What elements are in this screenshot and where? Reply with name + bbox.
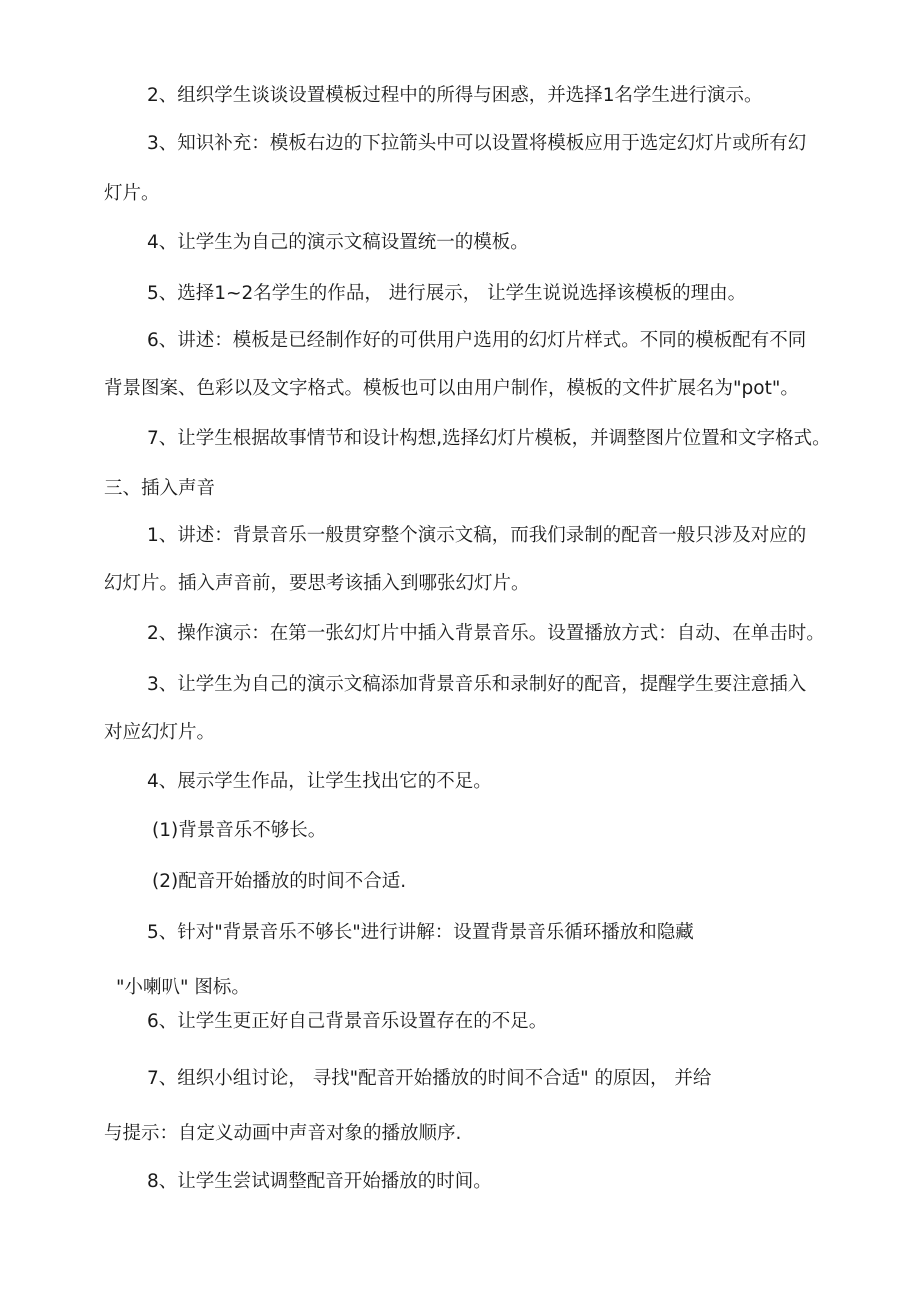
paragraph-line: 与提示：自定义动画中声音对象的播放顺序. — [104, 1123, 462, 1144]
paragraph-line: 6、让学生更正好自己背景音乐设置存在的不足。 — [147, 1011, 548, 1032]
paragraph-line: 3、让学生为自己的演示文稿添加背景音乐和录制好的配音，提醒学生要注意插入 — [147, 674, 807, 695]
paragraph-line: 背景图案、色彩以及文字格式。模板也可以由用户制作，模板的文件扩展名为"pot"。 — [104, 378, 799, 399]
list-item: (2)配音开始播放的时间不合适. — [152, 871, 407, 892]
paragraph-line: 2、组织学生谈谈设置模板过程中的所得与困惑，并选择1名学生进行演示。 — [147, 85, 763, 106]
paragraph-line: 灯片。 — [104, 183, 160, 204]
paragraph-line: 4、让学生为自己的演示文稿设置统一的模板。 — [147, 232, 529, 253]
paragraph-line: 幻灯片。插入声音前，要思考该插入到哪张幻灯片。 — [104, 573, 530, 594]
paragraph-line: 2、操作演示：在第一张幻灯片中插入背景音乐。设置播放方式：自动、在单击时。 — [147, 623, 825, 644]
paragraph-line: 8、让学生尝试调整配音开始播放的时间。 — [147, 1171, 492, 1192]
list-item: (1)背景音乐不够长。 — [152, 820, 327, 841]
paragraph-line: 1、讲述：背景音乐一般贯穿整个演示文稿，而我们录制的配音一般只涉及对应的 — [147, 525, 807, 546]
paragraph-line: 4、展示学生作品，让学生找出它的不足。 — [147, 771, 492, 792]
paragraph-line: 3、知识补充：模板右边的下拉箭头中可以设置将模板应用于选定幻灯片或所有幻 — [147, 133, 807, 154]
paragraph-line: 5、选择1~2名学生的作品， 进行展示， 让学生说说选择该模板的理由。 — [147, 283, 747, 304]
paragraph-line: 5、针对"背景音乐不够长"进行讲解：设置背景音乐循环播放和隐藏 — [147, 922, 694, 943]
paragraph-line: 7、让学生根据故事情节和设计构想,选择幻灯片模板，并调整图片位置和文字格式。 — [147, 428, 831, 449]
section-heading: 三、插入声音 — [104, 478, 216, 499]
paragraph-line: 6、讲述：模板是已经制作好的可供用户选用的幻灯片样式。不同的模板配有不同 — [147, 330, 807, 351]
paragraph-line: 7、组织小组讨论， 寻找"配音开始播放的时间不合适" 的原因， 并给 — [147, 1068, 712, 1089]
paragraph-line: 对应幻灯片。 — [104, 722, 216, 743]
paragraph-line: "小喇叭" 图标。 — [116, 977, 250, 998]
